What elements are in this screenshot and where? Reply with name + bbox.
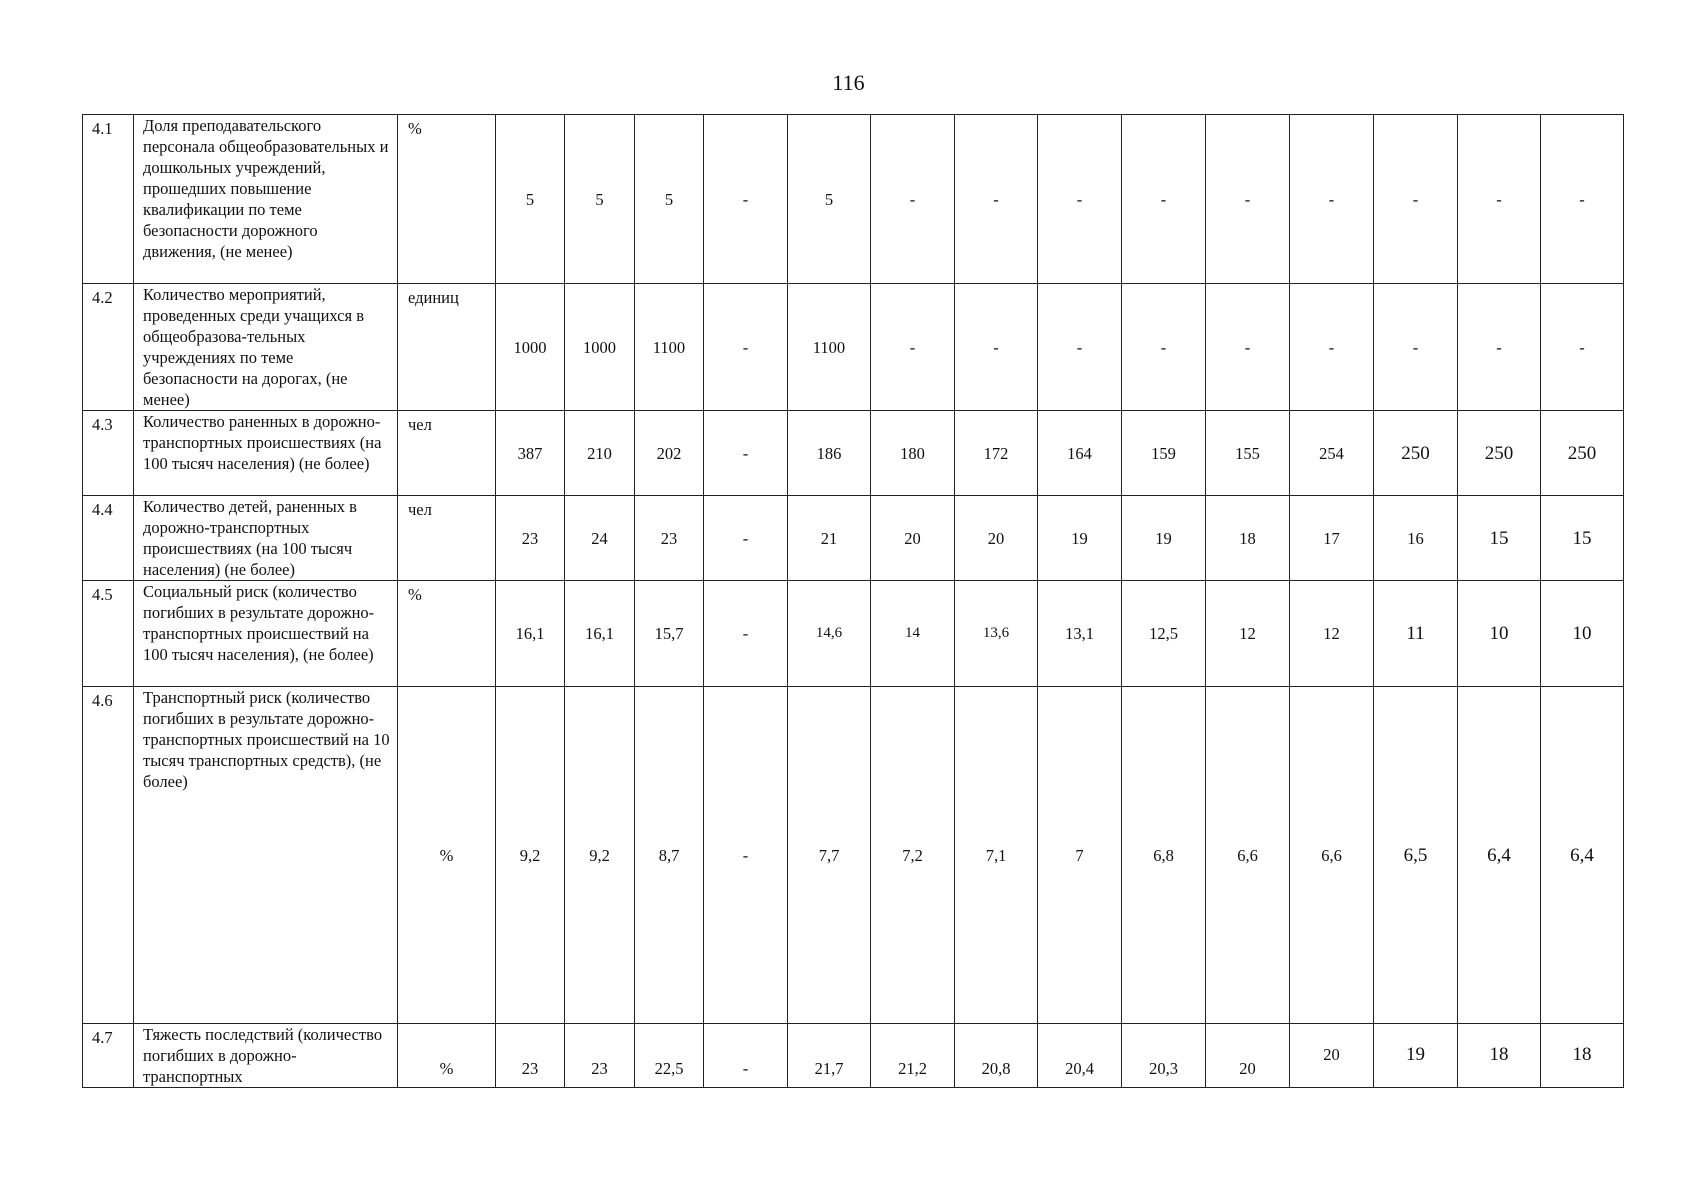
value-cell: 20,3: [1122, 1024, 1206, 1088]
value-cell: 155: [1206, 411, 1290, 496]
value-cell: 5: [565, 115, 635, 284]
value-cell: 7,7: [788, 687, 871, 1024]
value-cell: 8,7: [635, 687, 704, 1024]
unit-cell: единиц: [398, 284, 496, 411]
value-cell: -: [955, 284, 1038, 411]
value-cell: 16: [1374, 496, 1458, 581]
value-cell: 7: [1038, 687, 1122, 1024]
row-number: 4.7: [83, 1024, 134, 1088]
table-row: [83, 284, 1624, 411]
value-cell: -: [704, 284, 788, 411]
value-cell: 7,1: [955, 687, 1038, 1024]
row-number: 4.4: [83, 496, 134, 581]
value-cell: 6,5: [1374, 687, 1458, 1024]
value-cell: 21,2: [871, 1024, 955, 1088]
unit-cell: чел: [398, 496, 496, 581]
value-cell: 6,8: [1122, 687, 1206, 1024]
value-cell: -: [1374, 115, 1458, 284]
value-cell: 254: [1290, 411, 1374, 496]
value-cell: 13,6: [955, 581, 1038, 687]
value-cell: 10: [1458, 581, 1541, 687]
value-cell: 164: [1038, 411, 1122, 496]
value-cell: 18: [1206, 496, 1290, 581]
value-cell: 14: [871, 581, 955, 687]
value-cell: 19: [1122, 496, 1206, 581]
value-cell: 202: [635, 411, 704, 496]
value-cell: 16,1: [496, 581, 565, 687]
value-cell: -: [1290, 115, 1374, 284]
unit-cell: %: [398, 115, 496, 284]
value-cell: 6,4: [1458, 687, 1541, 1024]
value-cell: 5: [788, 115, 871, 284]
value-cell: 1100: [635, 284, 704, 411]
indicator-name: Количество мероприятий, проведенных среди учащихся в общеобразова-тельных учреждениях по теме безопасности на дорогах, (не менее): [134, 284, 398, 411]
indicator-name: Транспортный риск (количество погибших в результате дорожно-транспортных происшествий на 10 тысяч транспортных средств), (не более): [134, 687, 398, 1024]
value-cell: -: [1541, 115, 1624, 284]
indicator-name: Доля преподавательского персонала общеобразовательных и дошкольных учреждений, прошедших повышение квалификации по теме безопасности дорожного движения, (не менее): [134, 115, 398, 284]
value-cell: 20: [1206, 1024, 1290, 1088]
value-cell: -: [1290, 284, 1374, 411]
value-cell: 19: [1374, 1024, 1458, 1088]
value-cell: -: [871, 115, 955, 284]
value-cell: 23: [635, 496, 704, 581]
row-number: 4.2: [83, 284, 134, 411]
value-cell: -: [704, 687, 788, 1024]
value-cell: 250: [1374, 411, 1458, 496]
value-cell: -: [1206, 115, 1290, 284]
value-cell: 250: [1458, 411, 1541, 496]
value-cell: 6,4: [1541, 687, 1624, 1024]
value-cell: -: [704, 115, 788, 284]
value-cell: 15,7: [635, 581, 704, 687]
page-number: 116: [832, 70, 865, 95]
value-cell: 9,2: [565, 687, 635, 1024]
value-cell: 11: [1374, 581, 1458, 687]
value-cell: 20: [871, 496, 955, 581]
table-row: [83, 687, 1624, 1024]
value-cell: 15: [1458, 496, 1541, 581]
value-cell: 21,7: [788, 1024, 871, 1088]
value-cell: 12: [1290, 581, 1374, 687]
value-cell: -: [704, 581, 788, 687]
value-cell: 5: [496, 115, 565, 284]
unit-cell: %: [398, 581, 496, 687]
value-cell: 18: [1541, 1024, 1624, 1088]
unit-cell: чел: [398, 411, 496, 496]
value-cell: -: [1541, 284, 1624, 411]
table-row: [83, 115, 1624, 284]
value-cell: -: [1374, 284, 1458, 411]
value-cell: 250: [1541, 411, 1624, 496]
value-cell: -: [704, 496, 788, 581]
value-cell: -: [1122, 115, 1206, 284]
row-number: 4.3: [83, 411, 134, 496]
table-row: [83, 411, 1624, 496]
value-cell: 13,1: [1038, 581, 1122, 687]
value-cell: 6,6: [1206, 687, 1290, 1024]
indicator-name: Социальный риск (количество погибших в результате дорожно-транспортных происшествий на 100 тысяч населения), (не более): [134, 581, 398, 687]
value-cell: 19: [1038, 496, 1122, 581]
table-row: [83, 581, 1624, 687]
value-cell: -: [1206, 284, 1290, 411]
value-cell: -: [1458, 284, 1541, 411]
value-cell: 20: [1290, 1024, 1374, 1088]
value-cell: 159: [1122, 411, 1206, 496]
value-cell: -: [704, 411, 788, 496]
value-cell: -: [955, 115, 1038, 284]
value-cell: 24: [565, 496, 635, 581]
value-cell: 12: [1206, 581, 1290, 687]
value-cell: 210: [565, 411, 635, 496]
value-cell: 18: [1458, 1024, 1541, 1088]
value-cell: -: [1458, 115, 1541, 284]
table-row: [83, 1024, 1624, 1088]
row-number: 4.1: [83, 115, 134, 284]
value-cell: 12,5: [1122, 581, 1206, 687]
value-cell: 23: [496, 496, 565, 581]
value-cell: 9,2: [496, 687, 565, 1024]
value-cell: 186: [788, 411, 871, 496]
unit-cell: %: [398, 1024, 496, 1088]
indicators-table: [82, 114, 1624, 1088]
value-cell: 21: [788, 496, 871, 581]
value-cell: 20,8: [955, 1024, 1038, 1088]
value-cell: 5: [635, 115, 704, 284]
value-cell: 1000: [496, 284, 565, 411]
value-cell: 23: [565, 1024, 635, 1088]
value-cell: 172: [955, 411, 1038, 496]
value-cell: 15: [1541, 496, 1624, 581]
value-cell: -: [1038, 284, 1122, 411]
value-cell: 180: [871, 411, 955, 496]
value-cell: -: [1122, 284, 1206, 411]
value-cell: -: [871, 284, 955, 411]
table-row: [83, 496, 1624, 581]
value-cell: 17: [1290, 496, 1374, 581]
value-cell: 387: [496, 411, 565, 496]
row-number: 4.6: [83, 687, 134, 1024]
value-cell: 23: [496, 1024, 565, 1088]
value-cell: 7,2: [871, 687, 955, 1024]
value-cell: -: [1038, 115, 1122, 284]
indicator-name: Тяжесть последствий (количество погибших в дорожно-транспортных: [134, 1024, 398, 1088]
unit-cell: %: [398, 687, 496, 1024]
value-cell: 20: [955, 496, 1038, 581]
value-cell: 22,5: [635, 1024, 704, 1088]
value-cell: 1100: [788, 284, 871, 411]
value-cell: 6,6: [1290, 687, 1374, 1024]
value-cell: -: [704, 1024, 788, 1088]
value-cell: 10: [1541, 581, 1624, 687]
value-cell: 14,6: [788, 581, 871, 687]
value-cell: 1000: [565, 284, 635, 411]
value-cell: 16,1: [565, 581, 635, 687]
row-number: 4.5: [83, 581, 134, 687]
indicator-name: Количество детей, раненных в дорожно-транспортных происшествиях (на 100 тысяч населения) (не более): [134, 496, 398, 581]
indicator-name: Количество раненных в дорожно-транспортных происшествиях (на 100 тысяч населения) (не более): [134, 411, 398, 496]
value-cell: 20,4: [1038, 1024, 1122, 1088]
